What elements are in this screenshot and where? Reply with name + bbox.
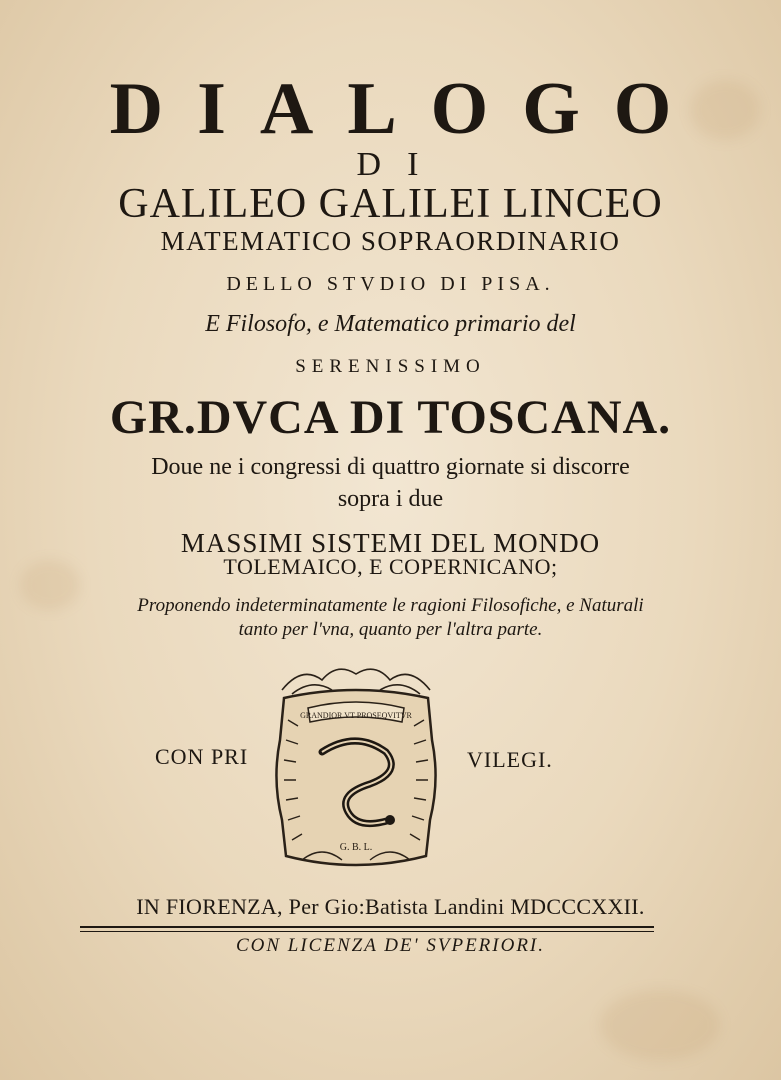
systems-line-1: MASSIMI SISTEMI DEL MONDO	[180, 528, 601, 558]
author-name: GALILEO GALILEI LINCEO	[118, 181, 663, 227]
author-role: E Filosofo, e Matematico primario del	[205, 311, 576, 337]
proposing-line-1: Proponendo indeterminatamente le ragioni Filosofiche, e Naturali	[137, 595, 644, 616]
description-line-2: sopra i due	[337, 486, 444, 512]
privilege-right: VILEGI.	[467, 747, 553, 772]
paper-stain	[600, 990, 720, 1060]
title-connector: DI	[356, 146, 445, 183]
divider-rule	[80, 926, 654, 928]
proposing-line-2: tanto per l'vna, quanto per l'altra parte.	[238, 619, 543, 640]
author-position: MATEMATICO SOPRAORDINARIO	[160, 226, 621, 256]
emblem-initials: G. B. L.	[339, 842, 373, 853]
author-university: DELLO STVDIO DI PISA.	[226, 273, 555, 295]
systems-line-2: TOLEMAICO, E COPERNICANO;	[223, 554, 558, 579]
privilege-left: CON PRI	[155, 744, 249, 769]
patron-honorific: SERENISSIMO	[295, 356, 486, 377]
divider-rule	[80, 931, 654, 932]
imprint: IN FIORENZA, Per Gio:Batista Landini MDCCCXXII.	[136, 894, 645, 919]
patron-title: GR.DVCA DI TOSCANA.	[109, 391, 672, 444]
license-line: CON LICENZA DE' SVPERIORI.	[235, 935, 546, 956]
book-title: DIALOGO	[109, 68, 706, 150]
emblem-motto: GRANDIOR VT PROSEQVITVR	[300, 711, 412, 720]
description-line-1: Doue ne i congressi di quattro giornate si discorre	[151, 454, 630, 480]
printers-emblem	[262, 660, 450, 882]
